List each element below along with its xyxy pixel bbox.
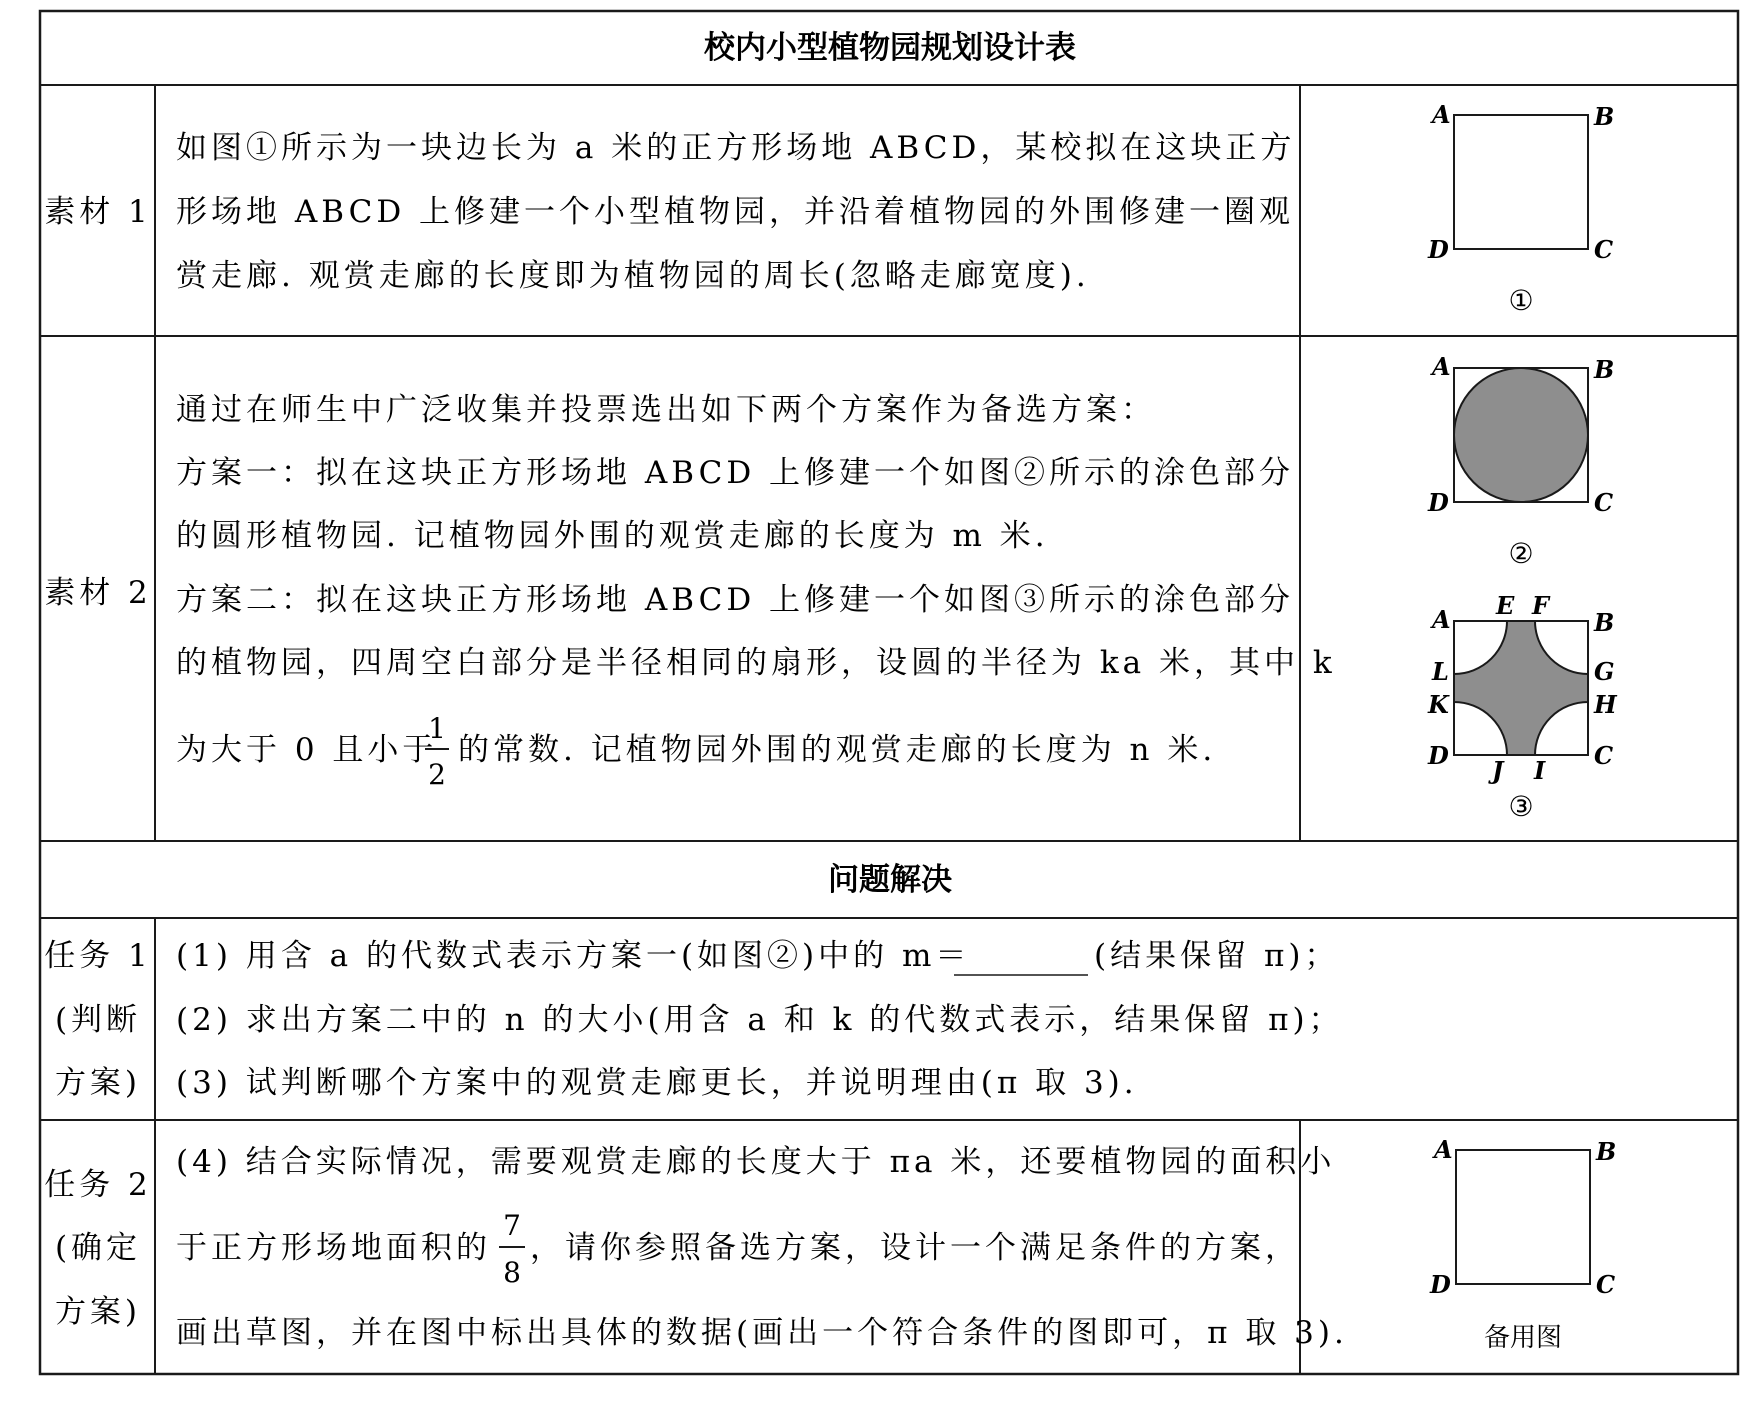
figure-3-quarter-circle-plan — [1427, 591, 1618, 823]
task2-label-line-1: 任务 2 — [44, 1167, 152, 1203]
material1-line-2: 形场地 ABCD 上修建一个小型植物园，并沿着植物园的外围修建一圈观 — [176, 194, 1295, 230]
material2-line-4: 方案二：拟在这块正方形场地 ABCD 上修建一个如图③所示的涂色部分 — [176, 582, 1295, 618]
task1-label-line-1: 任务 1 — [44, 938, 152, 974]
spare-figure-square — [1429, 1135, 1616, 1353]
figure-3-number: ③ — [1508, 790, 1534, 823]
material2-label: 素材 2 — [44, 575, 152, 611]
fraction-numerator: 1 — [428, 712, 446, 745]
figure-1-square — [1427, 100, 1614, 317]
spare-label-b: B — [1596, 1137, 1617, 1166]
fig2-label-c: C — [1594, 488, 1614, 517]
task2-label-line-3: 方案) — [54, 1294, 142, 1330]
section-title-problem-solving: 问题解决 — [828, 862, 952, 898]
material1-label: 素材 1 — [44, 194, 152, 230]
task1-question-1-end: (结果保留 π)； — [1094, 938, 1340, 974]
material2-line-5: 的植物园，四周空白部分是半径相同的扇形，设圆的半径为 ka 米，其中 k — [176, 645, 1336, 681]
task2-line-3: 画出草图，并在图中标出具体的数据(画出一个符合条件的图即可，π 取 3). — [176, 1315, 1348, 1351]
fig3-label-k: K — [1428, 690, 1449, 719]
material2-line-6-end: 的常数. 记植物园外围的观赏走廊的长度为 n 米. — [458, 732, 1217, 768]
spare-label-d: D — [1430, 1270, 1451, 1299]
quarter-circle-garden-shape — [1454, 621, 1588, 755]
material2-line-1: 通过在师生中广泛收集并投票选出如下两个方案作为备选方案： — [176, 392, 1156, 428]
fig3-label-f: F — [1532, 591, 1550, 620]
task2-line-2-start: 于正方形场地面积的 — [176, 1230, 491, 1266]
fraction-denominator: 8 — [503, 1256, 521, 1289]
task2-line-1: (4) 结合实际情况，需要观赏走廊的长度大于 πa 米，还要植物园的面积小 — [176, 1144, 1336, 1180]
circle-garden-shape — [1454, 368, 1588, 502]
task2-text — [176, 1144, 1348, 1351]
material1-line-3: 赏走廊. 观赏走廊的长度即为植物园的周长(忽略走廊宽度). — [176, 258, 1090, 294]
fig1-label-b: B — [1594, 102, 1615, 131]
figure-2-number: ② — [1508, 537, 1534, 570]
fig3-label-i: I — [1534, 756, 1546, 785]
task2-label — [44, 1167, 152, 1330]
task1-label-line-2: (判断 — [54, 1002, 142, 1038]
fig3-label-j: J — [1492, 756, 1504, 785]
material2-line-6-start: 为大于 0 且小于 — [176, 732, 438, 768]
fig3-label-g: G — [1594, 657, 1615, 686]
fig3-label-c: C — [1594, 741, 1614, 770]
task1-label — [44, 938, 152, 1101]
material2-text — [176, 392, 1336, 791]
fig3-label-d: D — [1428, 741, 1449, 770]
task1-question-1-start: (1) 用含 a 的代数式表示方案一(如图②)中的 m＝ — [176, 938, 971, 974]
material1-text — [176, 130, 1295, 294]
task1-label-line-3: 方案) — [54, 1065, 142, 1101]
task1-question-2: (2) 求出方案二中的 n 的大小(用含 a 和 k 的代数式表示，结果保留 π)； — [176, 1002, 1344, 1038]
table-title: 校内小型植物园规划设计表 — [704, 30, 1076, 66]
fig2-label-b: B — [1594, 355, 1615, 384]
task1-questions — [176, 938, 1344, 1101]
spare-label-a: A — [1434, 1135, 1453, 1164]
fig3-label-b: B — [1594, 608, 1615, 637]
figure-1-number: ① — [1508, 284, 1534, 317]
fig2-label-a: A — [1432, 352, 1451, 381]
spare-figure-caption: 备用图 — [1483, 1323, 1563, 1353]
material2-line-3: 的圆形植物园. 记植物园外围的观赏走廊的长度为 m 米. — [176, 518, 1049, 554]
task2-label-line-2: (确定 — [54, 1230, 142, 1266]
fig1-label-d: D — [1428, 235, 1449, 264]
fig1-label-c: C — [1594, 235, 1614, 264]
spare-label-c: C — [1596, 1270, 1616, 1299]
fig2-label-d: D — [1428, 488, 1449, 517]
task2-line-2-end: ，请你参照备选方案，设计一个满足条件的方案， — [530, 1230, 1300, 1266]
material1-line-1: 如图①所示为一块边长为 a 米的正方形场地 ABCD，某校拟在这块正方 — [176, 130, 1296, 166]
fig3-label-e: E — [1496, 591, 1515, 620]
fraction-numerator: 7 — [503, 1209, 521, 1242]
fig3-label-l: L — [1432, 657, 1449, 686]
fraction-seven-eighths — [499, 1209, 525, 1289]
fraction-denominator: 2 — [428, 758, 446, 791]
figure-2-circle-plan — [1427, 352, 1614, 570]
fig1-label-a: A — [1432, 100, 1451, 129]
material2-line-2: 方案一：拟在这块正方形场地 ABCD 上修建一个如图②所示的涂色部分 — [176, 455, 1295, 491]
fig3-label-h: H — [1594, 690, 1617, 719]
fig3-label-a: A — [1432, 605, 1451, 634]
task1-question-3: (3) 试判断哪个方案中的观赏走廊更长，并说明理由(π 取 3). — [176, 1065, 1138, 1101]
